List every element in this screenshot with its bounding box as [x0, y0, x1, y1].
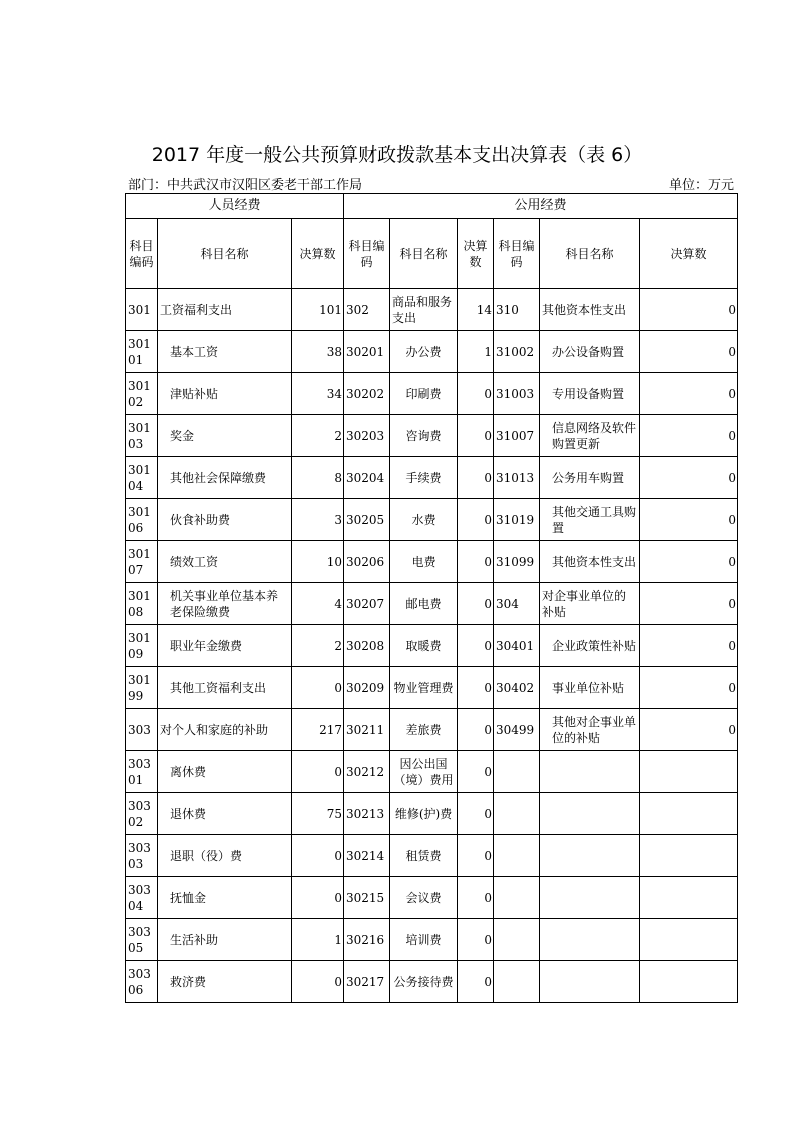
- name-cell: 公务接待费: [390, 961, 458, 1003]
- code-cell: [494, 961, 540, 1003]
- code-cell: 30217: [344, 961, 390, 1003]
- amount-cell: [640, 877, 738, 919]
- name-cell: 其他对企事业单位的补贴: [540, 709, 640, 751]
- amount-cell: 0: [458, 415, 494, 457]
- name-cell: 培训费: [390, 919, 458, 961]
- table-row: [126, 625, 738, 667]
- amount-cell: 0: [640, 415, 738, 457]
- amount-cell: 0: [640, 331, 738, 373]
- code-header: 科目编码: [494, 219, 540, 289]
- amount-cell: [640, 835, 738, 877]
- name-cell: 因公出国（境）费用: [390, 751, 458, 793]
- code-cell: 30499: [494, 709, 540, 751]
- amount-cell: 0: [640, 667, 738, 709]
- code-cell: 30106: [126, 499, 158, 541]
- name-header: 科目名称: [390, 219, 458, 289]
- amount-cell: 0: [458, 961, 494, 1003]
- department-label: 部门：中共武汉市汉阳区委老干部工作局: [128, 178, 363, 193]
- table-row: [126, 373, 738, 415]
- name-cell: 办公设备购置: [540, 331, 640, 373]
- amount-cell: 1: [458, 331, 494, 373]
- amount-cell: 0: [458, 583, 494, 625]
- amount-cell: 101: [292, 289, 344, 331]
- amount-cell: 0: [640, 583, 738, 625]
- amount-cell: 10: [292, 541, 344, 583]
- name-cell: 其他资本性支出: [540, 289, 640, 331]
- name-cell: 职业年金缴费: [158, 625, 292, 667]
- code-cell: [494, 751, 540, 793]
- amount-cell: [640, 793, 738, 835]
- code-cell: 30103: [126, 415, 158, 457]
- name-cell: 企业政策性补贴: [540, 625, 640, 667]
- amount-cell: 3: [292, 499, 344, 541]
- amount-cell: 0: [640, 289, 738, 331]
- code-cell: 31003: [494, 373, 540, 415]
- amount-cell: 4: [292, 583, 344, 625]
- name-cell: 水费: [390, 499, 458, 541]
- code-cell: 30304: [126, 877, 158, 919]
- name-cell: 离休费: [158, 751, 292, 793]
- name-cell: 咨询费: [390, 415, 458, 457]
- public-group-header: 公用经费: [344, 194, 738, 219]
- amount-cell: 14: [458, 289, 494, 331]
- code-cell: 31002: [494, 331, 540, 373]
- amount-cell: 0: [640, 373, 738, 415]
- name-cell: 其他社会保障缴费: [158, 457, 292, 499]
- name-cell: 其他交通工具购置: [540, 499, 640, 541]
- code-cell: 31019: [494, 499, 540, 541]
- table-row: [126, 331, 738, 373]
- amount-cell: 38: [292, 331, 344, 373]
- name-cell: 伙食补助费: [158, 499, 292, 541]
- amount-cell: 0: [640, 709, 738, 751]
- amount-cell: 0: [640, 541, 738, 583]
- code-cell: 31099: [494, 541, 540, 583]
- amount-cell: 0: [292, 877, 344, 919]
- name-cell: 退职（役）费: [158, 835, 292, 877]
- amount-cell: 0: [458, 793, 494, 835]
- code-cell: 30207: [344, 583, 390, 625]
- name-cell: 救济费: [158, 961, 292, 1003]
- table-row: [126, 793, 738, 835]
- name-cell: 印刷费: [390, 373, 458, 415]
- name-cell: 其他工资福利支出: [158, 667, 292, 709]
- code-cell: 30402: [494, 667, 540, 709]
- name-cell: [540, 919, 640, 961]
- name-cell: 取暖费: [390, 625, 458, 667]
- amount-cell: 0: [640, 499, 738, 541]
- amount-cell: 0: [458, 919, 494, 961]
- code-cell: 30201: [344, 331, 390, 373]
- name-cell: 工资福利支出: [158, 289, 292, 331]
- table-row: [126, 751, 738, 793]
- code-cell: [494, 919, 540, 961]
- code-cell: 302: [344, 289, 390, 331]
- name-cell: 维修(护)费: [390, 793, 458, 835]
- code-cell: 30302: [126, 793, 158, 835]
- amount-header: 决算数: [458, 219, 494, 289]
- name-header: 科目名称: [158, 219, 292, 289]
- table-row: [126, 919, 738, 961]
- amount-cell: 0: [458, 499, 494, 541]
- name-cell: 生活补助: [158, 919, 292, 961]
- table-row: [126, 877, 738, 919]
- page-title: 2017 年度一般公共预算财政拨款基本支出决算表（表 6）: [151, 144, 643, 166]
- name-cell: 办公费: [390, 331, 458, 373]
- amount-cell: [640, 919, 738, 961]
- expenditure-table: [125, 193, 738, 1003]
- amount-cell: 1: [292, 919, 344, 961]
- name-cell: 奖金: [158, 415, 292, 457]
- code-cell: [494, 877, 540, 919]
- name-cell: [540, 793, 640, 835]
- name-cell: [540, 835, 640, 877]
- name-cell: 机关事业单位基本养老保险缴费: [158, 583, 292, 625]
- amount-cell: 0: [458, 877, 494, 919]
- amount-cell: 0: [458, 709, 494, 751]
- name-cell: 公务用车购置: [540, 457, 640, 499]
- code-cell: 30301: [126, 751, 158, 793]
- amount-cell: 0: [292, 961, 344, 1003]
- code-cell: 30108: [126, 583, 158, 625]
- table-row: [126, 415, 738, 457]
- code-cell: 30104: [126, 457, 158, 499]
- name-cell: 电费: [390, 541, 458, 583]
- table-row: [126, 499, 738, 541]
- code-cell: 30102: [126, 373, 158, 415]
- amount-cell: 0: [292, 751, 344, 793]
- amount-cell: [640, 751, 738, 793]
- amount-header: 决算数: [292, 219, 344, 289]
- code-cell: 30215: [344, 877, 390, 919]
- amount-cell: 0: [458, 373, 494, 415]
- code-cell: 30305: [126, 919, 158, 961]
- name-cell: 专用设备购置: [540, 373, 640, 415]
- code-cell: 301: [126, 289, 158, 331]
- name-cell: 抚恤金: [158, 877, 292, 919]
- name-cell: 对企事业单位的补贴: [540, 583, 640, 625]
- code-cell: [494, 835, 540, 877]
- amount-cell: 0: [292, 835, 344, 877]
- amount-cell: 217: [292, 709, 344, 751]
- name-cell: 事业单位补贴: [540, 667, 640, 709]
- amount-cell: 0: [458, 751, 494, 793]
- code-cell: 304: [494, 583, 540, 625]
- code-cell: 30208: [344, 625, 390, 667]
- amount-cell: [640, 961, 738, 1003]
- name-cell: 邮电费: [390, 583, 458, 625]
- table-row: [126, 835, 738, 877]
- amount-header: 决算数: [640, 219, 738, 289]
- code-cell: 31007: [494, 415, 540, 457]
- name-cell: 对个人和家庭的补助: [158, 709, 292, 751]
- code-cell: 30213: [344, 793, 390, 835]
- code-cell: 30216: [344, 919, 390, 961]
- name-cell: 手续费: [390, 457, 458, 499]
- table-row: [126, 289, 738, 331]
- name-cell: 商品和服务支出: [390, 289, 458, 331]
- code-cell: 303: [126, 709, 158, 751]
- name-cell: [540, 961, 640, 1003]
- code-cell: 30107: [126, 541, 158, 583]
- code-cell: 30101: [126, 331, 158, 373]
- name-cell: [540, 751, 640, 793]
- amount-cell: 75: [292, 793, 344, 835]
- code-cell: 30212: [344, 751, 390, 793]
- code-cell: 30203: [344, 415, 390, 457]
- name-cell: 租赁费: [390, 835, 458, 877]
- personnel-group-header: 人员经费: [126, 194, 344, 219]
- code-cell: 30204: [344, 457, 390, 499]
- name-cell: 津贴补贴: [158, 373, 292, 415]
- amount-cell: 0: [640, 457, 738, 499]
- name-cell: 会议费: [390, 877, 458, 919]
- name-cell: 信息网络及软件购置更新: [540, 415, 640, 457]
- amount-cell: 0: [458, 625, 494, 667]
- code-cell: 30206: [344, 541, 390, 583]
- amount-cell: 0: [292, 667, 344, 709]
- name-header: 科目名称: [540, 219, 640, 289]
- table-row: [126, 457, 738, 499]
- amount-cell: 2: [292, 625, 344, 667]
- name-cell: 退休费: [158, 793, 292, 835]
- table-row: [126, 541, 738, 583]
- code-cell: 30109: [126, 625, 158, 667]
- table-row: [126, 667, 738, 709]
- table-row: [126, 709, 738, 751]
- name-cell: 差旅费: [390, 709, 458, 751]
- code-cell: 30401: [494, 625, 540, 667]
- unit-label: 单位：万元: [668, 178, 734, 193]
- amount-cell: 8: [292, 457, 344, 499]
- code-cell: 30202: [344, 373, 390, 415]
- name-cell: 物业管理费: [390, 667, 458, 709]
- code-header: 科目编码: [344, 219, 390, 289]
- amount-cell: 0: [640, 625, 738, 667]
- name-cell: 其他资本性支出: [540, 541, 640, 583]
- code-cell: 310: [494, 289, 540, 331]
- code-cell: 30306: [126, 961, 158, 1003]
- code-cell: 30214: [344, 835, 390, 877]
- code-cell: 30209: [344, 667, 390, 709]
- code-cell: 30199: [126, 667, 158, 709]
- amount-cell: 2: [292, 415, 344, 457]
- name-cell: 基本工资: [158, 331, 292, 373]
- code-header: 科目编码: [126, 219, 158, 289]
- amount-cell: 0: [458, 835, 494, 877]
- name-cell: [540, 877, 640, 919]
- table-row: [126, 583, 738, 625]
- code-cell: 30303: [126, 835, 158, 877]
- amount-cell: 34: [292, 373, 344, 415]
- code-cell: 30205: [344, 499, 390, 541]
- amount-cell: 0: [458, 457, 494, 499]
- name-cell: 绩效工资: [158, 541, 292, 583]
- code-cell: [494, 793, 540, 835]
- table-row: [126, 961, 738, 1003]
- code-cell: 31013: [494, 457, 540, 499]
- amount-cell: 0: [458, 667, 494, 709]
- amount-cell: 0: [458, 541, 494, 583]
- code-cell: 30211: [344, 709, 390, 751]
